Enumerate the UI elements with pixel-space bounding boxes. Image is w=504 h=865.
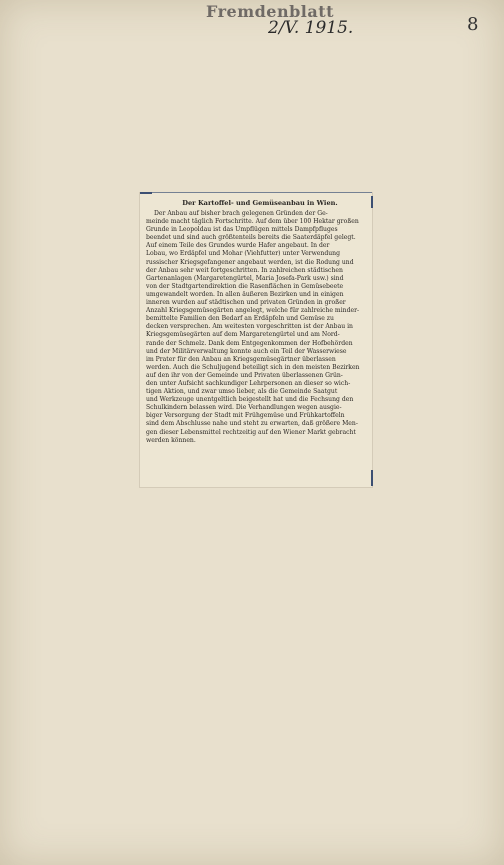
article-line: von der Stadtgartendirektion die Rasenflächen in Gemüsebeete [146, 282, 344, 290]
article-headline: Der Kartoffel- und Gemüseanbau in Wien. [182, 199, 338, 207]
clipping-corner-mark-left [140, 192, 152, 194]
article-line: beendet und sind auch größtenteils bereits die Saaterdäpfel gelegt. [146, 234, 356, 242]
article-line: tigen Aktion, und zwar umso lieber, als die Gemeinde Saatgut [146, 388, 338, 396]
article-line: Auf einem Teile des Grundes wurde Hafer angebaut. In der [146, 242, 330, 250]
handwritten-date: 2/V. 1915. [268, 18, 354, 38]
article-line: werden können. [146, 436, 196, 444]
article-line: gen dieser Lebensmittel rechtzeitig auf den Wiener Markt gebracht [146, 428, 356, 436]
article-line: Grunde in Leopoldau ist das Umpflügen mittels Dampfpfluges [146, 226, 338, 234]
article-line: inneren wurden auf städtischen und privaten Gründen in großer [146, 299, 346, 307]
article-line: biger Versorgung der Stadt mit Frühgemüse und Frühkartoffeln [146, 412, 345, 420]
article [146, 199, 374, 445]
page-number: 8 [467, 14, 479, 35]
article-line: rande der Schmelz. Dank dem Entgegenkommen der Hofbehörden [146, 339, 353, 347]
article-line: decken versprechen. Am weitesten vorgeschritten ist der Anbau in [146, 323, 353, 331]
article-line: sind dem Abschlusse nahe und steht zu erwarten, daß größere Men- [146, 420, 358, 428]
article-line: bemittelte Familien den Bedarf an Erdäpfeln und Gemüse zu [146, 315, 334, 323]
article-line: Anzahl Kriegsgemüsegärten angelegt, welche für zahlreiche minder- [146, 307, 360, 315]
article-line: Kriegsgemüsegärten auf dem Margaretengürtel und am Nord- [146, 331, 340, 339]
article-line: meinde macht täglich Fortschritte. Auf dem über 100 Hektar großen [146, 218, 359, 226]
article-line: und Werkzeuge unentgeltlich beigestellt hat und die Fechsung den [146, 396, 354, 404]
article-line: im Prater für den Anbau an Kriegsgemüsegärtner überlassen [146, 355, 336, 363]
article-line: Lobau, wo Erdäpfel und Mohar (Viehfutter) unter Verwendung [146, 250, 340, 258]
article-line: Schulkindern belassen wird. Die Verhandlungen wegen ausgie- [146, 404, 342, 412]
clipping-corner-mark-bottom [371, 470, 373, 486]
article-line: werden. Auch die Schuljugend beteiligt sich in den meisten Bezirken [146, 363, 360, 371]
article-line: der Anbau sehr weit fortgeschritten. In zahlreichen städtischen [146, 266, 343, 274]
article-line: den unter Aufsicht sachkundiger Lehrpersonen an dieser so wich- [146, 379, 351, 387]
article-line: Der Anbau auf bisher brach gelegenen Gründen der Ge- [154, 210, 328, 217]
clipping-top-edge [142, 192, 372, 193]
article-line: Gartenanlagen (Margaretengürtel, Maria Josefa-Park usw.) sind [146, 274, 344, 282]
article-line: umgewandelt worden. In allen äußeren Bezirken und in einigen [146, 290, 344, 298]
article-line: auf den ihr von der Gemeinde und Privaten überlassenen Grün- [146, 371, 343, 379]
newspaper-stamp: Fremdenblatt [206, 2, 335, 21]
article-body [146, 210, 374, 445]
article-line: russischer Kriegsgefangener angebaut werden, ist die Rodung und [146, 258, 354, 266]
article-line: und der Militärverwaltung konnte auch ein Teil der Wasserwiese [146, 347, 347, 355]
